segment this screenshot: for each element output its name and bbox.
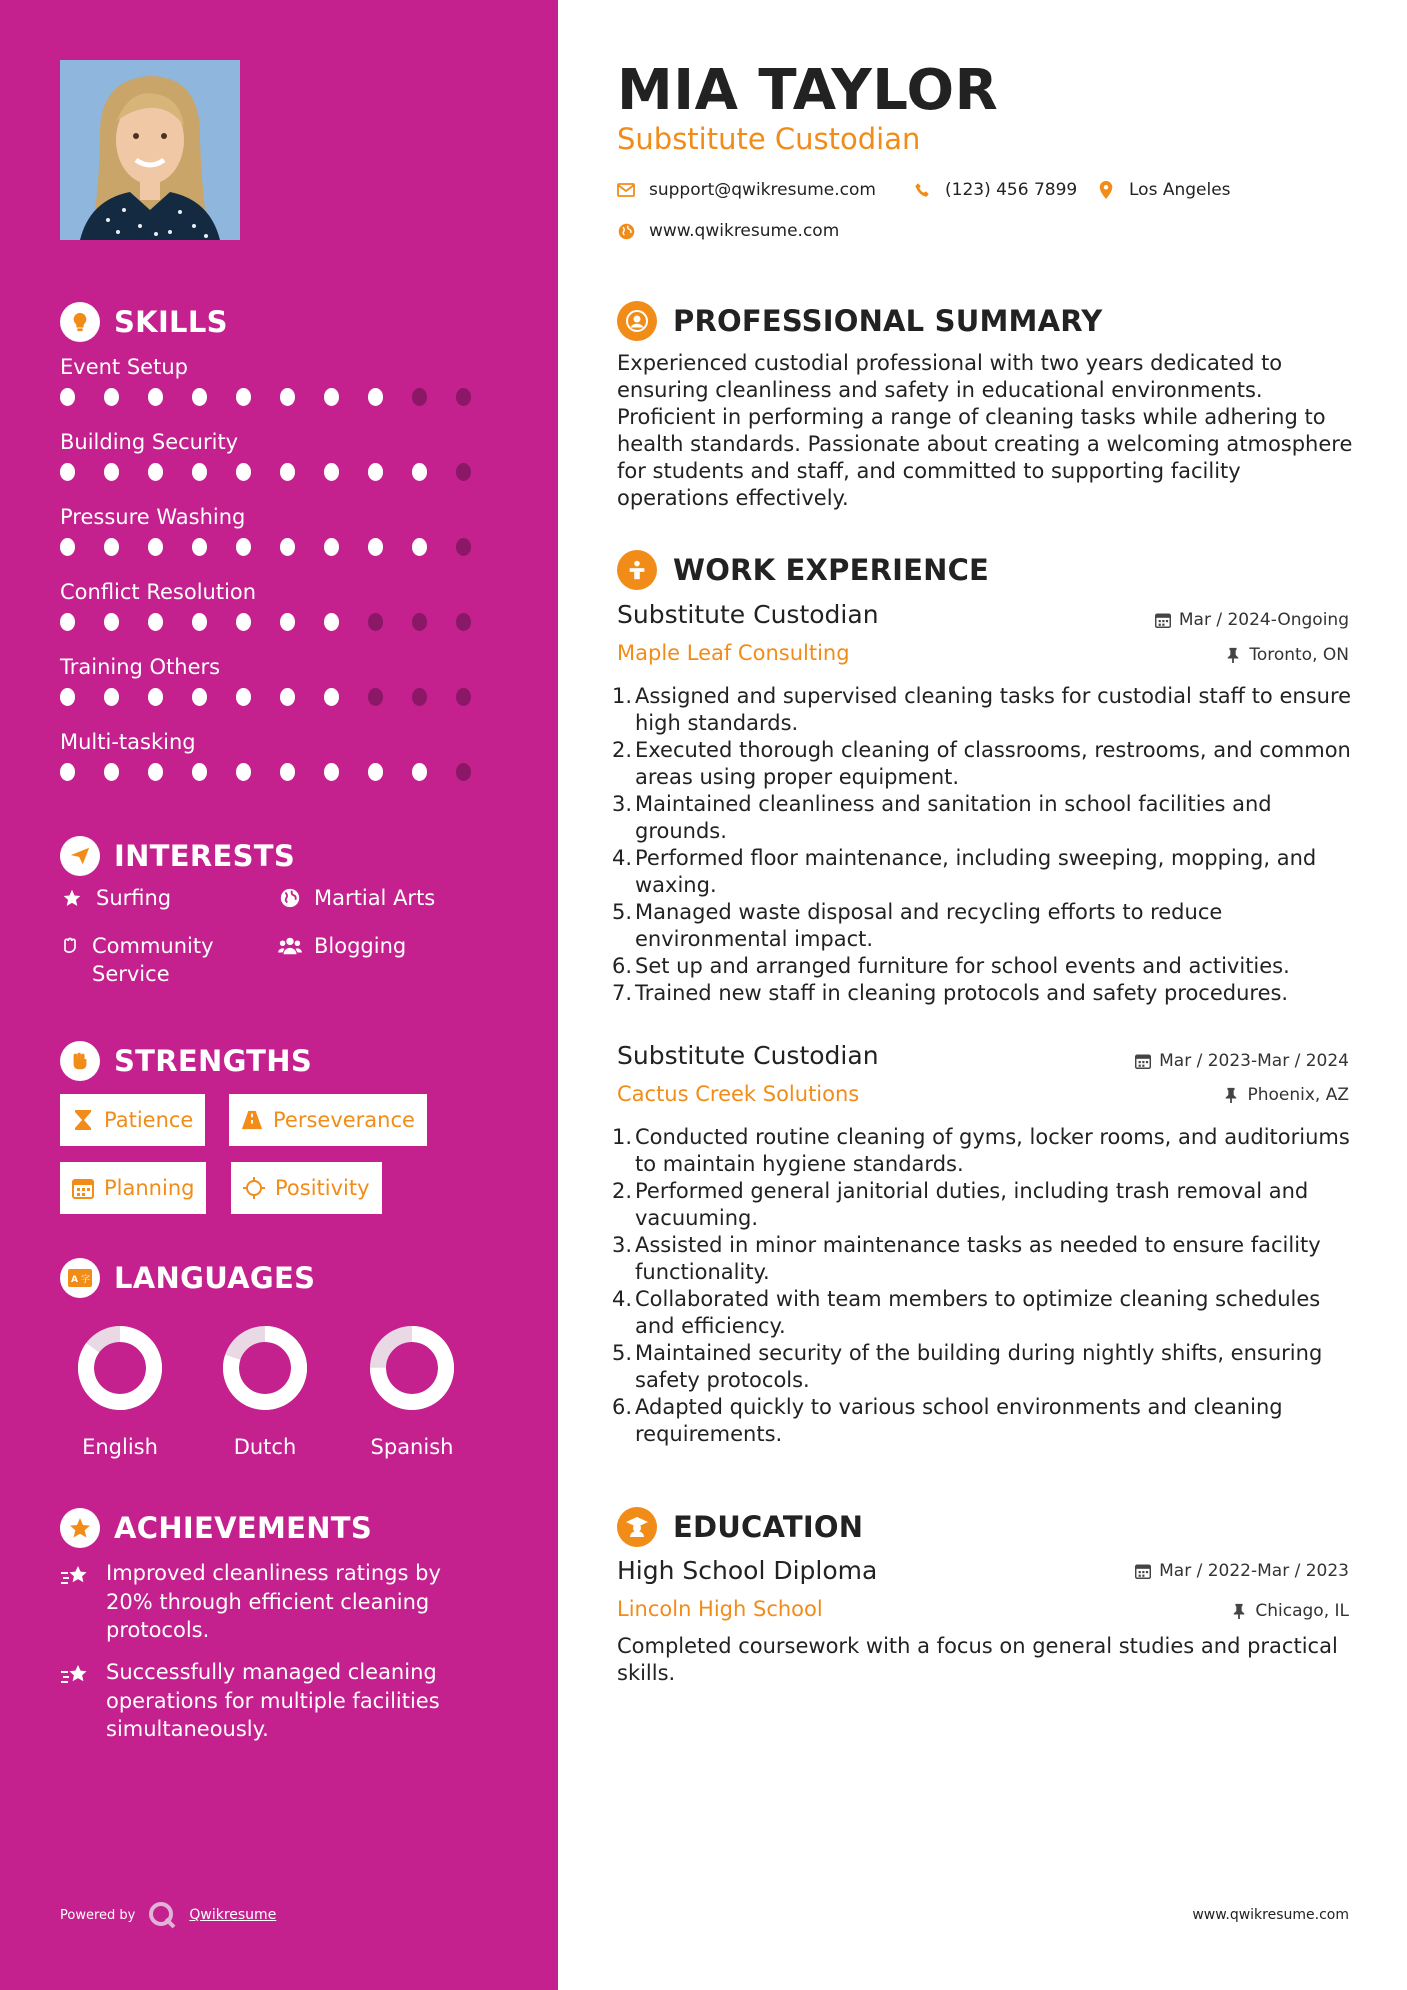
rating-dot — [456, 388, 471, 406]
skill-rating — [60, 388, 500, 406]
interest-item: Blogging — [278, 932, 406, 960]
rating-dot — [456, 613, 471, 631]
language-name: English — [82, 1435, 158, 1459]
language-donut — [220, 1323, 310, 1413]
skill-rating — [60, 688, 500, 706]
candidate-role: Substitute Custodian — [617, 122, 921, 156]
rating-dot — [280, 763, 295, 781]
graduate-icon — [617, 1507, 657, 1547]
skill-item — [60, 577, 500, 631]
user-icon — [617, 301, 657, 341]
lightbulb-icon — [60, 302, 100, 342]
job-bullets — [612, 1124, 1352, 1448]
rating-dot — [412, 463, 427, 481]
contact-website[interactable]: www.qwikresume.com — [617, 221, 839, 241]
job-bullet: 2. Performed general janitorial duties, including trash removal and vacuuming. — [612, 1179, 1309, 1230]
education-description: Completed coursework with a focus on general studies and practical skills. — [617, 1634, 1338, 1685]
rating-dot — [192, 388, 207, 406]
rating-dot — [280, 613, 295, 631]
rating-dot — [324, 388, 339, 406]
shooting-star-icon — [60, 1658, 92, 1744]
footer-website[interactable]: www.qwikresume.com — [1192, 1907, 1349, 1923]
rating-dot — [412, 763, 427, 781]
star-badge-icon — [60, 1508, 100, 1548]
rating-dot — [192, 763, 207, 781]
strengths-title: STRENGTHS — [114, 1044, 313, 1078]
skill-name: Conflict Resolution — [60, 580, 257, 604]
summary-heading — [617, 301, 1102, 341]
rating-dot — [148, 538, 163, 556]
skill-name: Training Others — [60, 655, 221, 679]
achievement-item: Improved cleanliness ratings by 20% through efficient cleaning protocols. — [60, 1559, 480, 1645]
job-bullet: 4. Collaborated with team members to optimize cleaning schedules and efficiency. — [612, 1287, 1321, 1338]
pushpin-icon — [1231, 1603, 1247, 1619]
rating-dot — [456, 688, 471, 706]
job-bullet: 7. Trained new staff in cleaning protocols and safety procedures. — [612, 981, 1289, 1005]
rating-dot — [280, 463, 295, 481]
rating-dot — [104, 463, 119, 481]
contact-location: Los Angeles — [1097, 180, 1231, 200]
rating-dot — [412, 388, 427, 406]
interest-item: Surfing — [60, 884, 171, 912]
calendar-icon — [1155, 612, 1171, 628]
strengths-heading — [60, 1041, 312, 1081]
rating-dot — [104, 613, 119, 631]
shooting-star-icon — [60, 1559, 92, 1645]
work-title: WORK EXPERIENCE — [673, 553, 990, 587]
rating-dot — [368, 388, 383, 406]
road-icon — [241, 1109, 263, 1131]
job-bullet: 4. Performed floor maintenance, including sweeping, mopping, and waxing. — [612, 846, 1317, 897]
rating-dot — [324, 463, 339, 481]
interests-heading — [60, 836, 295, 876]
interests-title: INTERESTS — [114, 839, 296, 873]
skill-name: Multi-tasking — [60, 730, 196, 754]
job-location: Phoenix, AZ — [1223, 1085, 1349, 1105]
language-donut — [367, 1323, 457, 1413]
profile-photo — [60, 60, 240, 240]
rating-dot — [412, 688, 427, 706]
rating-dot — [60, 613, 75, 631]
fist-icon — [60, 1041, 100, 1081]
calendar-icon — [72, 1177, 94, 1199]
language-item — [60, 1323, 180, 1459]
hand-icon — [60, 932, 80, 960]
rating-dot — [60, 538, 75, 556]
star-icon — [60, 884, 84, 912]
svg-text:字: 字 — [81, 1275, 91, 1285]
rating-dot — [104, 763, 119, 781]
rating-dot — [60, 463, 75, 481]
pushpin-icon — [1223, 1087, 1239, 1103]
rating-dot — [104, 688, 119, 706]
rating-dot — [104, 538, 119, 556]
rating-dot — [60, 388, 75, 406]
skill-item — [60, 427, 500, 481]
job-location: Toronto, ON — [1225, 645, 1349, 665]
job-bullet: 5. Maintained security of the building during nightly shifts, ensuring safety protocols. — [612, 1341, 1323, 1392]
skill-name: Event Setup — [60, 355, 188, 379]
education-location: Chicago, IL — [1231, 1601, 1349, 1621]
paper-plane-icon — [60, 836, 100, 876]
rating-dot — [104, 388, 119, 406]
rating-dot — [280, 688, 295, 706]
calendar-icon — [1135, 1563, 1151, 1579]
rating-dot — [148, 688, 163, 706]
rating-dot — [60, 688, 75, 706]
job-title: Substitute Custodian — [617, 600, 879, 629]
rating-dot — [368, 538, 383, 556]
achievements-title: ACHIEVEMENTS — [114, 1511, 373, 1545]
education-heading — [617, 1507, 863, 1547]
rating-dot — [236, 388, 251, 406]
education-title: EDUCATION — [673, 1510, 864, 1544]
skill-name: Pressure Washing — [60, 505, 246, 529]
language-donut — [75, 1323, 165, 1413]
achievements-heading — [60, 1508, 372, 1548]
skill-rating — [60, 463, 500, 481]
rating-dot — [236, 613, 251, 631]
language-item — [352, 1323, 472, 1459]
pushpin-icon — [1225, 647, 1241, 663]
rating-dot — [192, 538, 207, 556]
globe-icon — [278, 884, 302, 912]
rating-dot — [324, 688, 339, 706]
rating-dot — [412, 538, 427, 556]
rating-dot — [280, 388, 295, 406]
summary-title: PROFESSIONAL SUMMARY — [673, 304, 1103, 338]
rating-dot — [192, 613, 207, 631]
education-school: Lincoln High School — [617, 1597, 823, 1621]
rating-dot — [192, 463, 207, 481]
skill-rating — [60, 763, 500, 781]
job-date: Mar / 2024-Ongoing — [1155, 610, 1349, 630]
achievement-item: Successfully managed cleaning operations for multiple facilities simultaneously. — [60, 1658, 480, 1744]
sidebar — [0, 0, 558, 1990]
rating-dot — [192, 688, 207, 706]
skill-item — [60, 727, 500, 781]
contact-email[interactable]: support@qwikresume.com — [617, 180, 876, 200]
rating-dot — [60, 763, 75, 781]
languages-heading — [60, 1258, 315, 1298]
skills-heading — [60, 302, 228, 342]
strength-chip: Positivity — [231, 1162, 382, 1214]
skills-title: SKILLS — [114, 305, 228, 339]
rating-dot — [280, 538, 295, 556]
job-bullet: 3. Assisted in minor maintenance tasks as needed to ensure facility functionality. — [612, 1233, 1321, 1284]
job-bullet: 1. Conducted routine cleaning of gyms, locker rooms, and auditoriums to maintain hygiene standards. — [612, 1125, 1350, 1176]
phone-icon — [913, 181, 931, 199]
language-name: Spanish — [370, 1435, 454, 1459]
skill-rating — [60, 613, 500, 631]
job-bullet: 6. Adapted quickly to various school environments and cleaning requirements. — [612, 1395, 1283, 1446]
languages-title: LANGUAGES — [114, 1261, 316, 1295]
rating-dot — [236, 688, 251, 706]
rating-dot — [324, 613, 339, 631]
rating-dot — [148, 613, 163, 631]
job-title: Substitute Custodian — [617, 1041, 879, 1070]
skill-rating — [60, 538, 500, 556]
skill-item — [60, 652, 500, 706]
map-pin-icon — [1097, 181, 1115, 199]
sun-icon — [243, 1177, 265, 1199]
skill-item — [60, 502, 500, 556]
language-name: Dutch — [233, 1435, 297, 1459]
job-bullet: 3. Maintained cleanliness and sanitation in school facilities and grounds. — [612, 792, 1272, 843]
rating-dot — [148, 763, 163, 781]
strength-chip: Perseverance — [229, 1094, 427, 1146]
interest-item: Community Service — [60, 932, 260, 988]
rating-dot — [368, 763, 383, 781]
job-date: Mar / 2023-Mar / 2024 — [1135, 1051, 1349, 1071]
qwikresume-link[interactable]: Qwikresume — [189, 1907, 277, 1923]
job-bullet: 1. Assigned and supervised cleaning tasks for custodial staff to ensure high standards. — [612, 684, 1352, 735]
rating-dot — [456, 463, 471, 481]
candidate-name: MIA TAYLOR — [617, 58, 999, 123]
strength-chip: Planning — [60, 1162, 206, 1214]
svg-text:A: A — [71, 1275, 78, 1285]
job-company: Cactus Creek Solutions — [617, 1082, 860, 1106]
rating-dot — [236, 463, 251, 481]
hourglass-icon — [72, 1109, 94, 1131]
rating-dot — [236, 763, 251, 781]
job-bullet: 2. Executed thorough cleaning of classrooms, restrooms, and common areas using proper equipment. — [612, 738, 1351, 789]
rating-dot — [324, 763, 339, 781]
contact-phone[interactable]: (123) 456 7899 — [913, 180, 1077, 200]
users-icon — [278, 932, 302, 960]
rating-dot — [148, 463, 163, 481]
education-degree: High School Diploma — [617, 1556, 878, 1585]
rating-dot — [412, 613, 427, 631]
powered-by: Powered by Qwikresume — [60, 1900, 276, 1930]
skill-name: Building Security — [60, 430, 239, 454]
rating-dot — [368, 613, 383, 631]
calendar-icon — [1135, 1053, 1151, 1069]
rating-dot — [236, 538, 251, 556]
podium-icon — [617, 550, 657, 590]
language-item — [205, 1323, 325, 1459]
job-company: Maple Leaf Consulting — [617, 641, 850, 665]
strength-chip: Patience — [60, 1094, 205, 1146]
job-bullet: 5. Managed waste disposal and recycling efforts to reduce environmental impact. — [612, 900, 1223, 951]
interest-item: Martial Arts — [278, 884, 435, 912]
globe-icon — [617, 222, 635, 240]
rating-dot — [456, 763, 471, 781]
work-heading — [617, 550, 989, 590]
envelope-icon — [617, 181, 635, 199]
language-icon — [60, 1258, 100, 1298]
rating-dot — [324, 538, 339, 556]
rating-dot — [368, 463, 383, 481]
education-date: Mar / 2022-Mar / 2023 — [1135, 1561, 1349, 1581]
rating-dot — [456, 538, 471, 556]
skill-item — [60, 352, 500, 406]
rating-dot — [368, 688, 383, 706]
job-bullets — [612, 683, 1352, 1007]
summary-text: Experienced custodial professional with two years dedicated to ensuring cleanliness and safety in educational environments. Proficient in performing a range of cleaning tasks while adhering to health standards. Passionate about creating a welcoming atmosphere for students and staff, and committed to supporting facility operations effectively. — [617, 351, 1353, 510]
job-bullet: 6. Set up and arranged furniture for school events and activities. — [612, 954, 1290, 978]
rating-dot — [148, 388, 163, 406]
qwikresume-logo-icon — [147, 1900, 177, 1930]
